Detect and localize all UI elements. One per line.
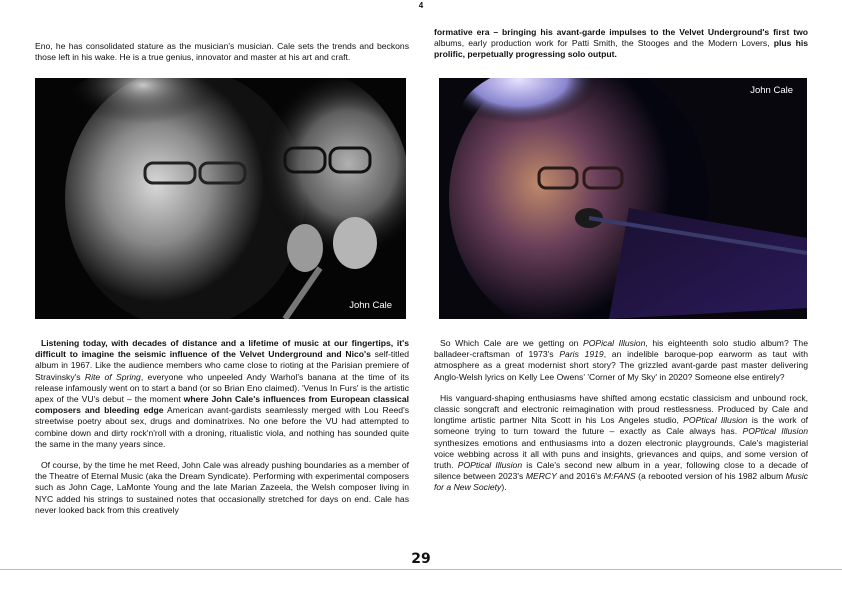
right-p2-b: is the work of someone trying to turn toward the future – exactly as Cale always has. xyxy=(434,415,808,437)
page-folio: 29 xyxy=(411,551,431,567)
photo-right-caption: John Cale xyxy=(750,85,793,96)
photo-john-cale-color xyxy=(439,78,807,319)
left-p1-c: American avant-gardists seamlessly merged with Lou Reed's streetwise poetry about sex, drugs and dominatrixes. No one before the VU had attempted to combine down and dirty rock'n'roll with a droning, ritualistic viola, and nothing has sounded quite the same in the many years since. xyxy=(35,405,410,449)
left-p1-b: , everyone who unpeeled Andy Warhol's banana at the time of its release infamously went on to start a band (or so Brian Eno claimed). 'Venus In Furs' is the artistic apex of the VU's debut – the moment xyxy=(35,371,409,405)
right-p1-c: , an indelible baroque-pop earworm as taut with atmosphere as a great modernist short story? The grizzled avant-garde past master delivering Anglo-Welsh lyrics on Kelly Lee Owens' 'Corner of My Sky' in 2020? Someone else entirely? xyxy=(434,349,808,382)
right-p1-a: So Which Cale are we getting on xyxy=(440,338,579,348)
right-p2-i4: MERCY xyxy=(525,471,557,482)
right-p2-i3: POPtical Illusion xyxy=(457,460,523,471)
right-p1-i1: POPical Illusion xyxy=(582,338,646,348)
right-body-text xyxy=(434,338,808,504)
right-p2-e: and 2016's xyxy=(559,471,602,482)
photo-john-cale-bw xyxy=(35,78,406,319)
left-p1-italic: Rite of Spring xyxy=(84,371,141,382)
right-intro-text xyxy=(434,27,808,71)
right-p2-i1: POPtical Illusion xyxy=(683,415,748,426)
left-body-text xyxy=(35,338,409,526)
left-intro-paragraph: Eno, he has consolidated stature as the musician's musician. Cale sets the trends and beckons those left in his wake. He is a true genius, innovator and master at his art and craft. xyxy=(35,41,409,63)
right-p2-g: ). xyxy=(501,482,507,493)
photo-color-image xyxy=(439,78,807,319)
left-p1-bold2: where John Cale's influences from European classical composers and bleeding edge xyxy=(35,394,409,416)
right-paragraph-2 xyxy=(434,393,808,494)
right-intro-paragraph xyxy=(434,27,808,61)
bottom-divider xyxy=(0,569,842,570)
photo-bw-image xyxy=(35,78,406,319)
right-p2-a: His vanguard-shaping enthusiasms have shifted among ecstatic classicism and unbound rock, classic songcraft and electronic reimagination with proud restlessness. Produced by Cale and longtime artistic partner Nita Scott in his Los Angeles studio, xyxy=(434,392,808,426)
left-paragraph-2: Of course, by the time he met Reed, John Cale was already pushing boundaries as a member of the Theatre of Eternal Music (aka the Dream Syndicate). Performing with experimental composers such as John Cage, LaMonte Young and the late Marian Zazeela, the Welsh composer living in NYC added his strings to sustained notes that occasionally stretched for days on end. Cale has never looked back from this creatively xyxy=(35,460,409,515)
photo-left-caption: John Cale xyxy=(349,300,392,311)
right-p2-i5: M:FANS xyxy=(603,471,636,482)
right-intro-bold1: formative era – bringing his avant-garde impulses to the Velvet Underground's first two xyxy=(434,27,808,37)
right-intro-normal: albums, early production work for Patti Smith, the Stooges and the Modern Lovers, xyxy=(434,38,770,49)
right-p2-i2: POPtical Illusion xyxy=(742,426,809,437)
left-p1-bold: Listening today, with decades of distance and a lifetime of music at our fingertips, it's difficult to imagine the seismic influence of the Velvet Underground and Nico's xyxy=(35,338,409,360)
right-p1-i2: Paris 1919 xyxy=(559,349,604,360)
right-paragraph-1 xyxy=(434,338,808,383)
right-p2-c: synthesizes emotions and enthusiasms into a dozen electronic playgrounds, Cale's magisterial voice webbing across it all with puns and insights, grievances and quips, and some version of truth. xyxy=(434,437,808,471)
header-page-number: 4 xyxy=(418,1,424,10)
right-p2-i6: Music for a New Society xyxy=(434,471,809,493)
right-p1-b: , his eighteenth solo studio album? The balladeer-craftsman of 1973's xyxy=(434,338,808,360)
left-paragraph-1 xyxy=(35,338,409,450)
right-intro-bold2: plus his prolific, perpetually progressing solo output. xyxy=(434,38,808,60)
right-p2-d: is Cale's second new album in a year, following close to a decade of silence between 2023's xyxy=(434,460,808,482)
left-intro-text xyxy=(35,41,409,73)
left-p1-a: self-titled album in 1967. Like the audience members who came close to rioting at the Parisian premiere of Stravinsky's xyxy=(35,349,410,382)
right-p2-f: (a rebooted version of his 1982 album xyxy=(638,471,784,482)
